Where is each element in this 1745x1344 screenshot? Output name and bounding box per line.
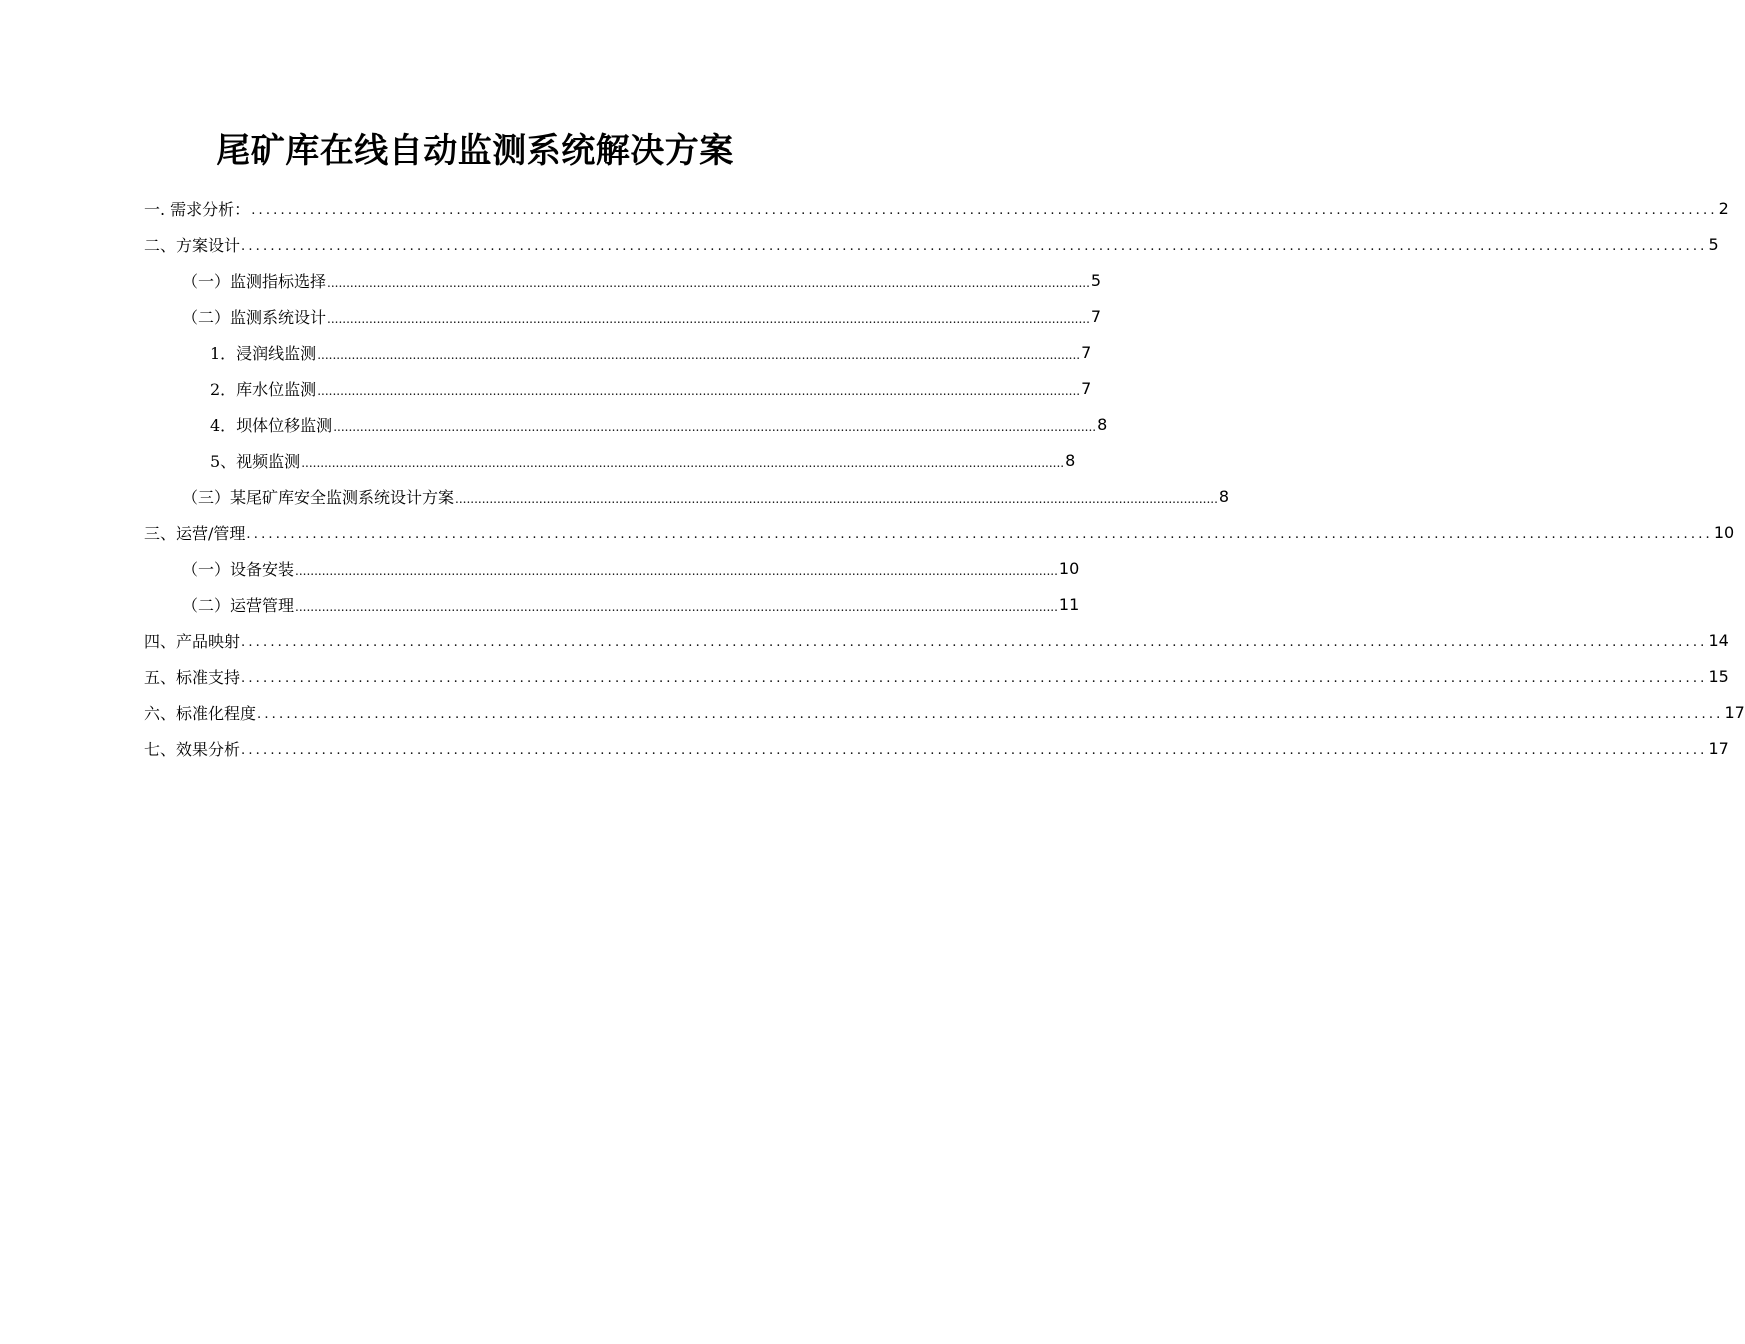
toc-entry-page: 11 bbox=[1058, 594, 1080, 614]
toc-entry[interactable] bbox=[144, 190, 1729, 226]
toc-entry[interactable] bbox=[144, 658, 1729, 694]
toc-entry-page: 10 bbox=[1058, 558, 1080, 578]
toc-entry[interactable] bbox=[144, 478, 1230, 514]
toc-entry-page: 8 bbox=[1065, 450, 1076, 470]
toc-entry-page: 15 bbox=[1708, 666, 1729, 686]
toc-entry-page: 5 bbox=[1090, 270, 1102, 290]
document-title: 尾矿库在线自动监测系统解决方案 bbox=[216, 131, 734, 171]
toc-entry[interactable] bbox=[144, 262, 1102, 298]
toc-dot-leader: ........................................................................................................................................................................................................ bbox=[295, 564, 1058, 578]
toc-dot-leader: ........................................................................................................................................................................................................ bbox=[327, 312, 1090, 326]
toc-dot-leader: ........................................................................................................................................................................................................ bbox=[327, 276, 1090, 290]
toc-entry-label: 5、视频监测 bbox=[210, 451, 301, 471]
toc-entry-label: （三）某尾矿库安全监测系统设计方案 bbox=[182, 487, 455, 507]
toc-dot-leader: ........................................................................................................................................................................................................ bbox=[246, 527, 1713, 542]
toc-entry-label: （一）监测指标选择 bbox=[182, 271, 327, 291]
toc-entry-label: （二）监测系统设计 bbox=[182, 307, 327, 327]
toc-entry[interactable] bbox=[144, 514, 1735, 550]
toc-entry-page: 5 bbox=[1708, 234, 1719, 254]
toc-dot-leader: ........................................................................................................................................................................................................ bbox=[317, 348, 1081, 362]
toc-dot-leader: ........................................................................................................................................................................................................ bbox=[241, 635, 1708, 650]
toc-entry-label: 二、方案设计 bbox=[144, 235, 241, 255]
toc-entry[interactable] bbox=[144, 550, 1080, 586]
toc-dot-leader: ........................................................................................................................................................................................................ bbox=[257, 707, 1724, 722]
toc-entry[interactable] bbox=[144, 298, 1102, 334]
toc-dot-leader: ........................................................................................................................................................................................................ bbox=[317, 384, 1081, 398]
toc-entry[interactable] bbox=[144, 334, 1092, 370]
toc-dot-leader: ........................................................................................................................................................................................................ bbox=[251, 203, 1718, 218]
toc-dot-leader: ........................................................................................................................................................................................................ bbox=[301, 456, 1065, 470]
toc-entry-label: 一. 需求分析： bbox=[144, 199, 251, 219]
toc-dot-leader: ........................................................................................................................................................................................................ bbox=[241, 239, 1708, 254]
toc-entry-label: 七、效果分析 bbox=[144, 739, 241, 759]
toc-entry[interactable] bbox=[144, 370, 1092, 406]
toc-entry-page: 7 bbox=[1090, 306, 1102, 326]
toc-entry[interactable] bbox=[144, 622, 1729, 658]
toc-entry-page: 10 bbox=[1713, 522, 1735, 542]
toc-entry-page: 8 bbox=[1097, 414, 1108, 434]
toc-dot-leader: ........................................................................................................................................................................................................ bbox=[455, 492, 1218, 506]
toc-entry-label: 三、运营/管理 bbox=[144, 523, 246, 543]
toc-entry-label: 四、产品映射 bbox=[144, 631, 241, 651]
toc-entry[interactable] bbox=[144, 226, 1719, 262]
toc-entry-page: 7 bbox=[1081, 378, 1092, 398]
toc-entry-label: （二）运营管理 bbox=[182, 595, 295, 615]
toc-entry-page: 17 bbox=[1724, 702, 1745, 722]
toc-entry-page: 17 bbox=[1708, 738, 1729, 758]
table-of-contents bbox=[144, 190, 1745, 766]
toc-entry-page: 8 bbox=[1218, 486, 1230, 506]
toc-entry-label: 2．库水位监测 bbox=[210, 379, 317, 399]
toc-entry-page: 2 bbox=[1718, 198, 1729, 218]
toc-entry[interactable] bbox=[144, 442, 1076, 478]
toc-entry[interactable] bbox=[144, 406, 1108, 442]
toc-entry-label: （一）设备安装 bbox=[182, 559, 295, 579]
toc-dot-leader: ........................................................................................................................................................................................................ bbox=[333, 420, 1097, 434]
toc-entry[interactable] bbox=[144, 586, 1080, 622]
toc-entry-page: 14 bbox=[1708, 630, 1729, 650]
toc-entry-label: 五、标准支持 bbox=[144, 667, 241, 687]
toc-dot-leader: ........................................................................................................................................................................................................ bbox=[241, 743, 1708, 758]
toc-dot-leader: ........................................................................................................................................................................................................ bbox=[295, 600, 1058, 614]
toc-entry-label: 1．浸润线监测 bbox=[210, 343, 317, 363]
toc-dot-leader: ........................................................................................................................................................................................................ bbox=[241, 671, 1708, 686]
toc-entry[interactable] bbox=[144, 694, 1745, 730]
toc-entry-page: 7 bbox=[1081, 342, 1092, 362]
toc-entry[interactable] bbox=[144, 730, 1729, 766]
toc-entry-label: 4．坝体位移监测 bbox=[210, 415, 333, 435]
toc-entry-label: 六、标准化程度 bbox=[144, 703, 257, 723]
